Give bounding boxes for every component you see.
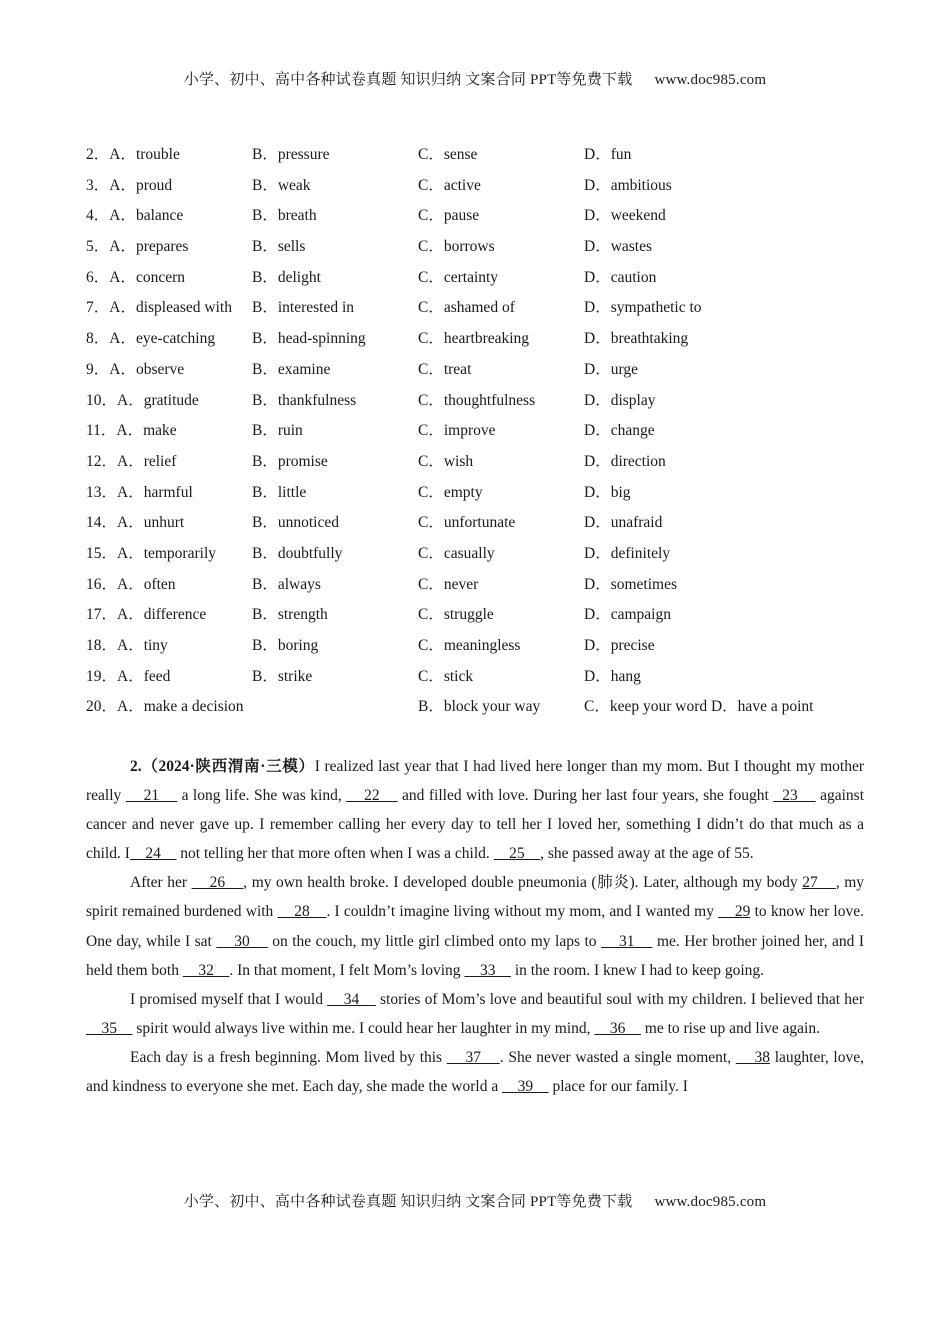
option-a: 19．A．feed <box>86 667 171 685</box>
option-a: 4．A．balance <box>86 207 184 225</box>
paragraph-3: I promised myself that I would 34 stories of Mom’s love and beautiful soul with my children. I believed that her 35 spirit would always live within me. I could hear her laughter in my mind, 36 me to rise up and live again. <box>86 990 864 1037</box>
option-a: 10．A．gratitude <box>86 391 199 409</box>
option-d: D．fun <box>584 146 632 163</box>
option-d: D．breathtaking <box>584 330 689 348</box>
option-c: B．block your way <box>418 698 541 716</box>
blank-36: 36 <box>594 1019 641 1037</box>
option-b: B．always <box>252 575 321 593</box>
option-a: 18．A．tiny <box>86 637 168 654</box>
option-a: 11．A．make <box>86 422 177 440</box>
option-d: D．definitely <box>584 544 671 562</box>
option-row <box>86 384 876 415</box>
blank-21: 21 <box>125 787 178 805</box>
option-a: 2．A．trouble <box>86 146 180 163</box>
blank-35: 35 <box>86 1019 133 1037</box>
option-c: C．improve <box>418 422 496 440</box>
blank-28: 28 <box>277 903 327 921</box>
option-b: B．interested in <box>252 299 355 317</box>
blank-22: 22 <box>346 787 398 805</box>
blank-27: 27 <box>802 874 836 892</box>
option-b: B．doubtfully <box>252 544 343 562</box>
header-text: 小学、初中、高中各种试卷真题 知识归纳 文案合同 PPT等免费下载 <box>183 72 633 88</box>
option-c: C．meaningless <box>418 637 521 654</box>
option-b: B．ruin <box>252 422 303 440</box>
option-a: 3．A．proud <box>86 176 173 194</box>
option-d: D．direction <box>584 452 666 470</box>
blank-38: 38 <box>735 1048 771 1066</box>
option-c: C．treat <box>418 360 472 378</box>
blank-30: 30 <box>216 932 268 950</box>
cloze-passage <box>86 752 864 1101</box>
option-c: C．sense <box>418 146 478 163</box>
blank-29: 29 <box>718 903 751 921</box>
option-row <box>86 322 876 353</box>
option-row <box>86 690 876 721</box>
option-a: 17．A．difference <box>86 606 207 624</box>
blank-24: 24 <box>129 845 177 863</box>
option-c: C．casually <box>418 544 495 562</box>
option-a: 20．A．make a decision <box>86 698 244 716</box>
option-a: 9．A．observe <box>86 360 185 378</box>
header-url[interactable]: www.doc985.com <box>654 72 767 88</box>
blank-39: 39 <box>502 1078 549 1096</box>
option-b: B．promise <box>252 452 328 470</box>
answer-options-table <box>86 138 876 721</box>
option-c: C．struggle <box>418 606 494 624</box>
option-b: B．sells <box>252 238 306 256</box>
option-b: B．examine <box>252 360 331 378</box>
option-c: C．borrows <box>418 238 495 256</box>
option-row <box>86 169 876 200</box>
option-a: 13．A．harmful <box>86 483 193 501</box>
option-b: B．pressure <box>252 146 330 163</box>
option-c: C．never <box>418 575 479 593</box>
option-a: 16．A．often <box>86 575 176 593</box>
option-row <box>86 598 876 629</box>
option-d: D．campaign <box>584 606 671 624</box>
blank-34: 34 <box>327 990 376 1008</box>
option-row <box>86 476 876 507</box>
option-row <box>86 629 876 660</box>
option-row <box>86 445 876 476</box>
option-row <box>86 537 876 568</box>
page-header <box>0 68 950 89</box>
option-b: B．boring <box>252 637 319 654</box>
option-row <box>86 506 876 537</box>
option-a: 8．A．eye-catching <box>86 330 216 348</box>
option-d: D．weekend <box>584 207 666 225</box>
blank-33: 33 <box>464 961 511 979</box>
option-row <box>86 353 876 384</box>
option-d: C．keep your word D．have a point <box>584 698 814 716</box>
option-row <box>86 199 876 230</box>
blank-32: 32 <box>182 961 230 979</box>
option-d: D．precise <box>584 637 655 654</box>
option-b: B．thankfulness <box>252 391 357 409</box>
option-d: D．wastes <box>584 238 653 256</box>
option-d: D．hang <box>584 667 641 685</box>
blank-37: 37 <box>446 1048 500 1066</box>
page-footer <box>0 1190 950 1211</box>
option-c: C．pause <box>418 207 480 225</box>
blank-25: 25 <box>493 845 541 863</box>
option-row <box>86 660 876 691</box>
option-d: D．sympathetic to <box>584 299 702 317</box>
option-c: C．wish <box>418 452 474 470</box>
option-row <box>86 568 876 599</box>
blank-31: 31 <box>601 932 653 950</box>
option-a: 6．A．concern <box>86 268 185 286</box>
blank-26: 26 <box>191 874 244 892</box>
paragraph-2: After her 26 , my own health broke. I developed double pneumonia (肺炎). Later, although my body 27 , my spirit remained burdened with 28 . I couldn’t imagine living without my mom, and I wanted my 29 to know her love. One day, while I sat 30 on the couch, my little girl climbed onto my laps to 31 me. Her brother joined her, and I held them both 32 . In that moment, I felt Mom’s loving 33 in the room. I knew I had to keep going. <box>86 874 865 979</box>
option-c: C．thoughtfulness <box>418 391 536 409</box>
option-c: C．stick <box>418 667 474 685</box>
option-b: B．unnoticed <box>252 514 339 532</box>
option-c: C．unfortunate <box>418 514 516 532</box>
option-b: B．little <box>252 483 307 501</box>
option-c: C．empty <box>418 483 483 501</box>
option-a: 5．A．prepares <box>86 238 189 256</box>
option-d: D．ambitious <box>584 176 672 194</box>
option-row <box>86 230 876 261</box>
option-d: D．big <box>584 483 631 501</box>
option-d: D．display <box>584 391 656 409</box>
option-b: B．head-spinning <box>252 330 366 348</box>
option-d: D．change <box>584 422 655 440</box>
option-a: 12．A．relief <box>86 452 177 470</box>
paragraph-4: Each day is a fresh beginning. Mom lived by this 37 . She never wasted a single moment, 38 laughter, love, and kindness to everyone she met. Each day, she made the world a 39 place for our family. I <box>86 1048 864 1096</box>
option-row <box>86 291 876 322</box>
option-row <box>86 261 876 292</box>
question-title: 2.（2024·陕西渭南·三模） <box>130 758 315 775</box>
footer-text: 小学、初中、高中各种试卷真题 知识归纳 文案合同 PPT等免费下载 <box>183 1194 633 1210</box>
option-b: B．strike <box>252 667 313 685</box>
option-c: C．heartbreaking <box>418 330 530 348</box>
option-row <box>86 414 876 445</box>
option-c: C．certainty <box>418 268 499 286</box>
option-d: D．caution <box>584 268 657 286</box>
option-d: D．unafraid <box>584 514 663 532</box>
option-d: D．urge <box>584 360 638 378</box>
option-b: B．strength <box>252 606 328 624</box>
option-a: 14．A．unhurt <box>86 514 185 532</box>
option-c: C．ashamed of <box>418 299 515 317</box>
option-c: C．active <box>418 176 481 194</box>
option-b: B．weak <box>252 176 311 194</box>
option-b: B．delight <box>252 268 321 286</box>
footer-url[interactable]: www.doc985.com <box>654 1194 767 1210</box>
paragraph-1: 2.（2024·陕西渭南·三模）I realized last year that I had lived here longer than my mom. But I thought my mother really 21 a long life. She was kind, 22 and filled with love. During her last four years, she fought 23 against cancer and never gave up. I remember calling her every day to tell her I loved her, something I didn’t do that much as a child. I 24 not telling her that more often when I was a child. 25 , she passed away at the age of 55. <box>86 758 865 863</box>
option-d: D．sometimes <box>584 575 677 593</box>
option-a: 15．A．temporarily <box>86 544 217 562</box>
option-b: B．breath <box>252 207 317 225</box>
option-row <box>86 138 876 169</box>
option-a: 7．A．displeased with <box>86 299 232 317</box>
blank-23: 23 <box>773 787 816 805</box>
